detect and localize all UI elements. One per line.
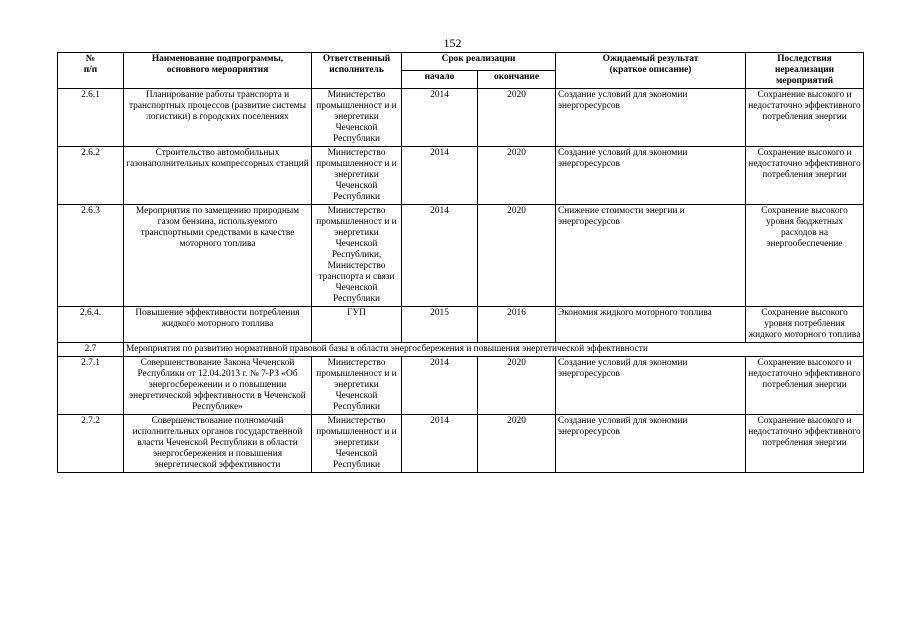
header-row xyxy=(58,53,864,71)
row-start: 2015 xyxy=(402,307,478,343)
row-name: Мероприятия по замещению природным газом бензина, используемого транспортными средствами в качестве моторного топлива xyxy=(124,205,312,307)
header-num: № п/п xyxy=(58,53,124,89)
row-start: 2014 xyxy=(402,205,478,307)
row-executor: Министерство промышленност и и энергетики Чеченской Республики, Министерство транспорта и связи Чеченской Республики xyxy=(312,205,402,307)
section-row xyxy=(58,343,864,357)
row-result: Снижение стоимости энергии и энергоресурсов xyxy=(556,205,746,307)
row-executor: Министерство промышленност и и энергетики Чеченской Республики xyxy=(312,89,402,147)
row-name: Планирование работы транспорта и транспортных процессов (развитие системы логистики) в городских поселениях xyxy=(124,89,312,147)
row-end: 2020 xyxy=(478,357,556,415)
program-table xyxy=(57,52,864,473)
row-executor: Министерство промышленност и и энергетики Чеченской Республики xyxy=(312,357,402,415)
row-name: Совершенствование Закона Чеченской Республики от 12.04.2013 г. № 7-РЗ «Об энергосбережении и о повышении энергетической эффективности в Чеченской Республике» xyxy=(124,357,312,415)
row-num: 2.7.1 xyxy=(58,357,124,415)
row-end: 2020 xyxy=(478,89,556,147)
row-end: 2020 xyxy=(478,205,556,307)
row-consequences: Сохранение высокого уровня потребления жидкого моторного топлива xyxy=(746,307,864,343)
row-consequences: Сохранение высокого и недостаточно эффективного потребления энергии xyxy=(746,415,864,473)
row-result: Создание условий для экономии энергоресурсов xyxy=(556,147,746,205)
header-result: Ожидаемый результат (краткое описание) xyxy=(556,53,746,89)
row-result: Экономия жидкого моторного топлива xyxy=(556,307,746,343)
table-row xyxy=(58,89,864,147)
header-start: начало xyxy=(402,71,478,89)
header-name: Наименование подпрограммы, основного мероприятия xyxy=(124,53,312,89)
row-consequences: Сохранение высокого и недостаточно эффективного потребления энергии xyxy=(746,89,864,147)
row-consequences: Сохранение высокого уровня бюджетных расходов на энергообеспечение xyxy=(746,205,864,307)
table-row xyxy=(58,147,864,205)
table-row xyxy=(58,357,864,415)
row-name: Строительство автомобильных газонаполнительных компрессорных станций xyxy=(124,147,312,205)
header-executor: Ответственный исполнитель xyxy=(312,53,402,89)
row-result: Создание условий для экономии энергоресурсов xyxy=(556,357,746,415)
row-start: 2014 xyxy=(402,89,478,147)
row-result: Создание условий для экономии энергоресурсов xyxy=(556,415,746,473)
header-consequences: Последствия нереализации мероприятий xyxy=(746,53,864,89)
row-end: 2020 xyxy=(478,415,556,473)
row-num: 2.6.3 xyxy=(58,205,124,307)
row-start: 2014 xyxy=(402,357,478,415)
row-num: 2.6.2 xyxy=(58,147,124,205)
row-result: Создание условий для экономии энергоресурсов xyxy=(556,89,746,147)
row-consequences: Сохранение высокого и недостаточно эффективного потребления энергии xyxy=(746,357,864,415)
row-start: 2014 xyxy=(402,147,478,205)
row-num: 2.7.2 xyxy=(58,415,124,473)
table-row xyxy=(58,415,864,473)
row-end: 2016 xyxy=(478,307,556,343)
row-executor: ГУП xyxy=(312,307,402,343)
row-num: 2.6.4. xyxy=(58,307,124,343)
header-end: окончание xyxy=(478,71,556,89)
table-row xyxy=(58,205,864,307)
row-name: Повышение эффективности потребления жидкого моторного топлива xyxy=(124,307,312,343)
table-row xyxy=(58,307,864,343)
row-start: 2014 xyxy=(402,415,478,473)
row-executor: Министерство промышленност и и энергетики Чеченской Республики xyxy=(312,147,402,205)
page-number: 152 xyxy=(443,36,462,50)
row-consequences: Сохранение высокого и недостаточно эффективного потребления энергии xyxy=(746,147,864,205)
row-end: 2020 xyxy=(478,147,556,205)
row-name: Совершенствование полномочий исполнительных органов государственной власти Чеченской Республики в области энергосбережения и повышения энергетической эффективности xyxy=(124,415,312,473)
row-executor: Министерство промышленност и и энергетики Чеченской Республики xyxy=(312,415,402,473)
row-num: 2.6.1 xyxy=(58,89,124,147)
section-num: 2.7 xyxy=(58,343,124,357)
section-title: Мероприятия по развитию нормативной правовой базы в области энергосбережения и повышения энергетической эффективности xyxy=(124,343,864,357)
header-period: Срок реализации xyxy=(402,53,556,71)
